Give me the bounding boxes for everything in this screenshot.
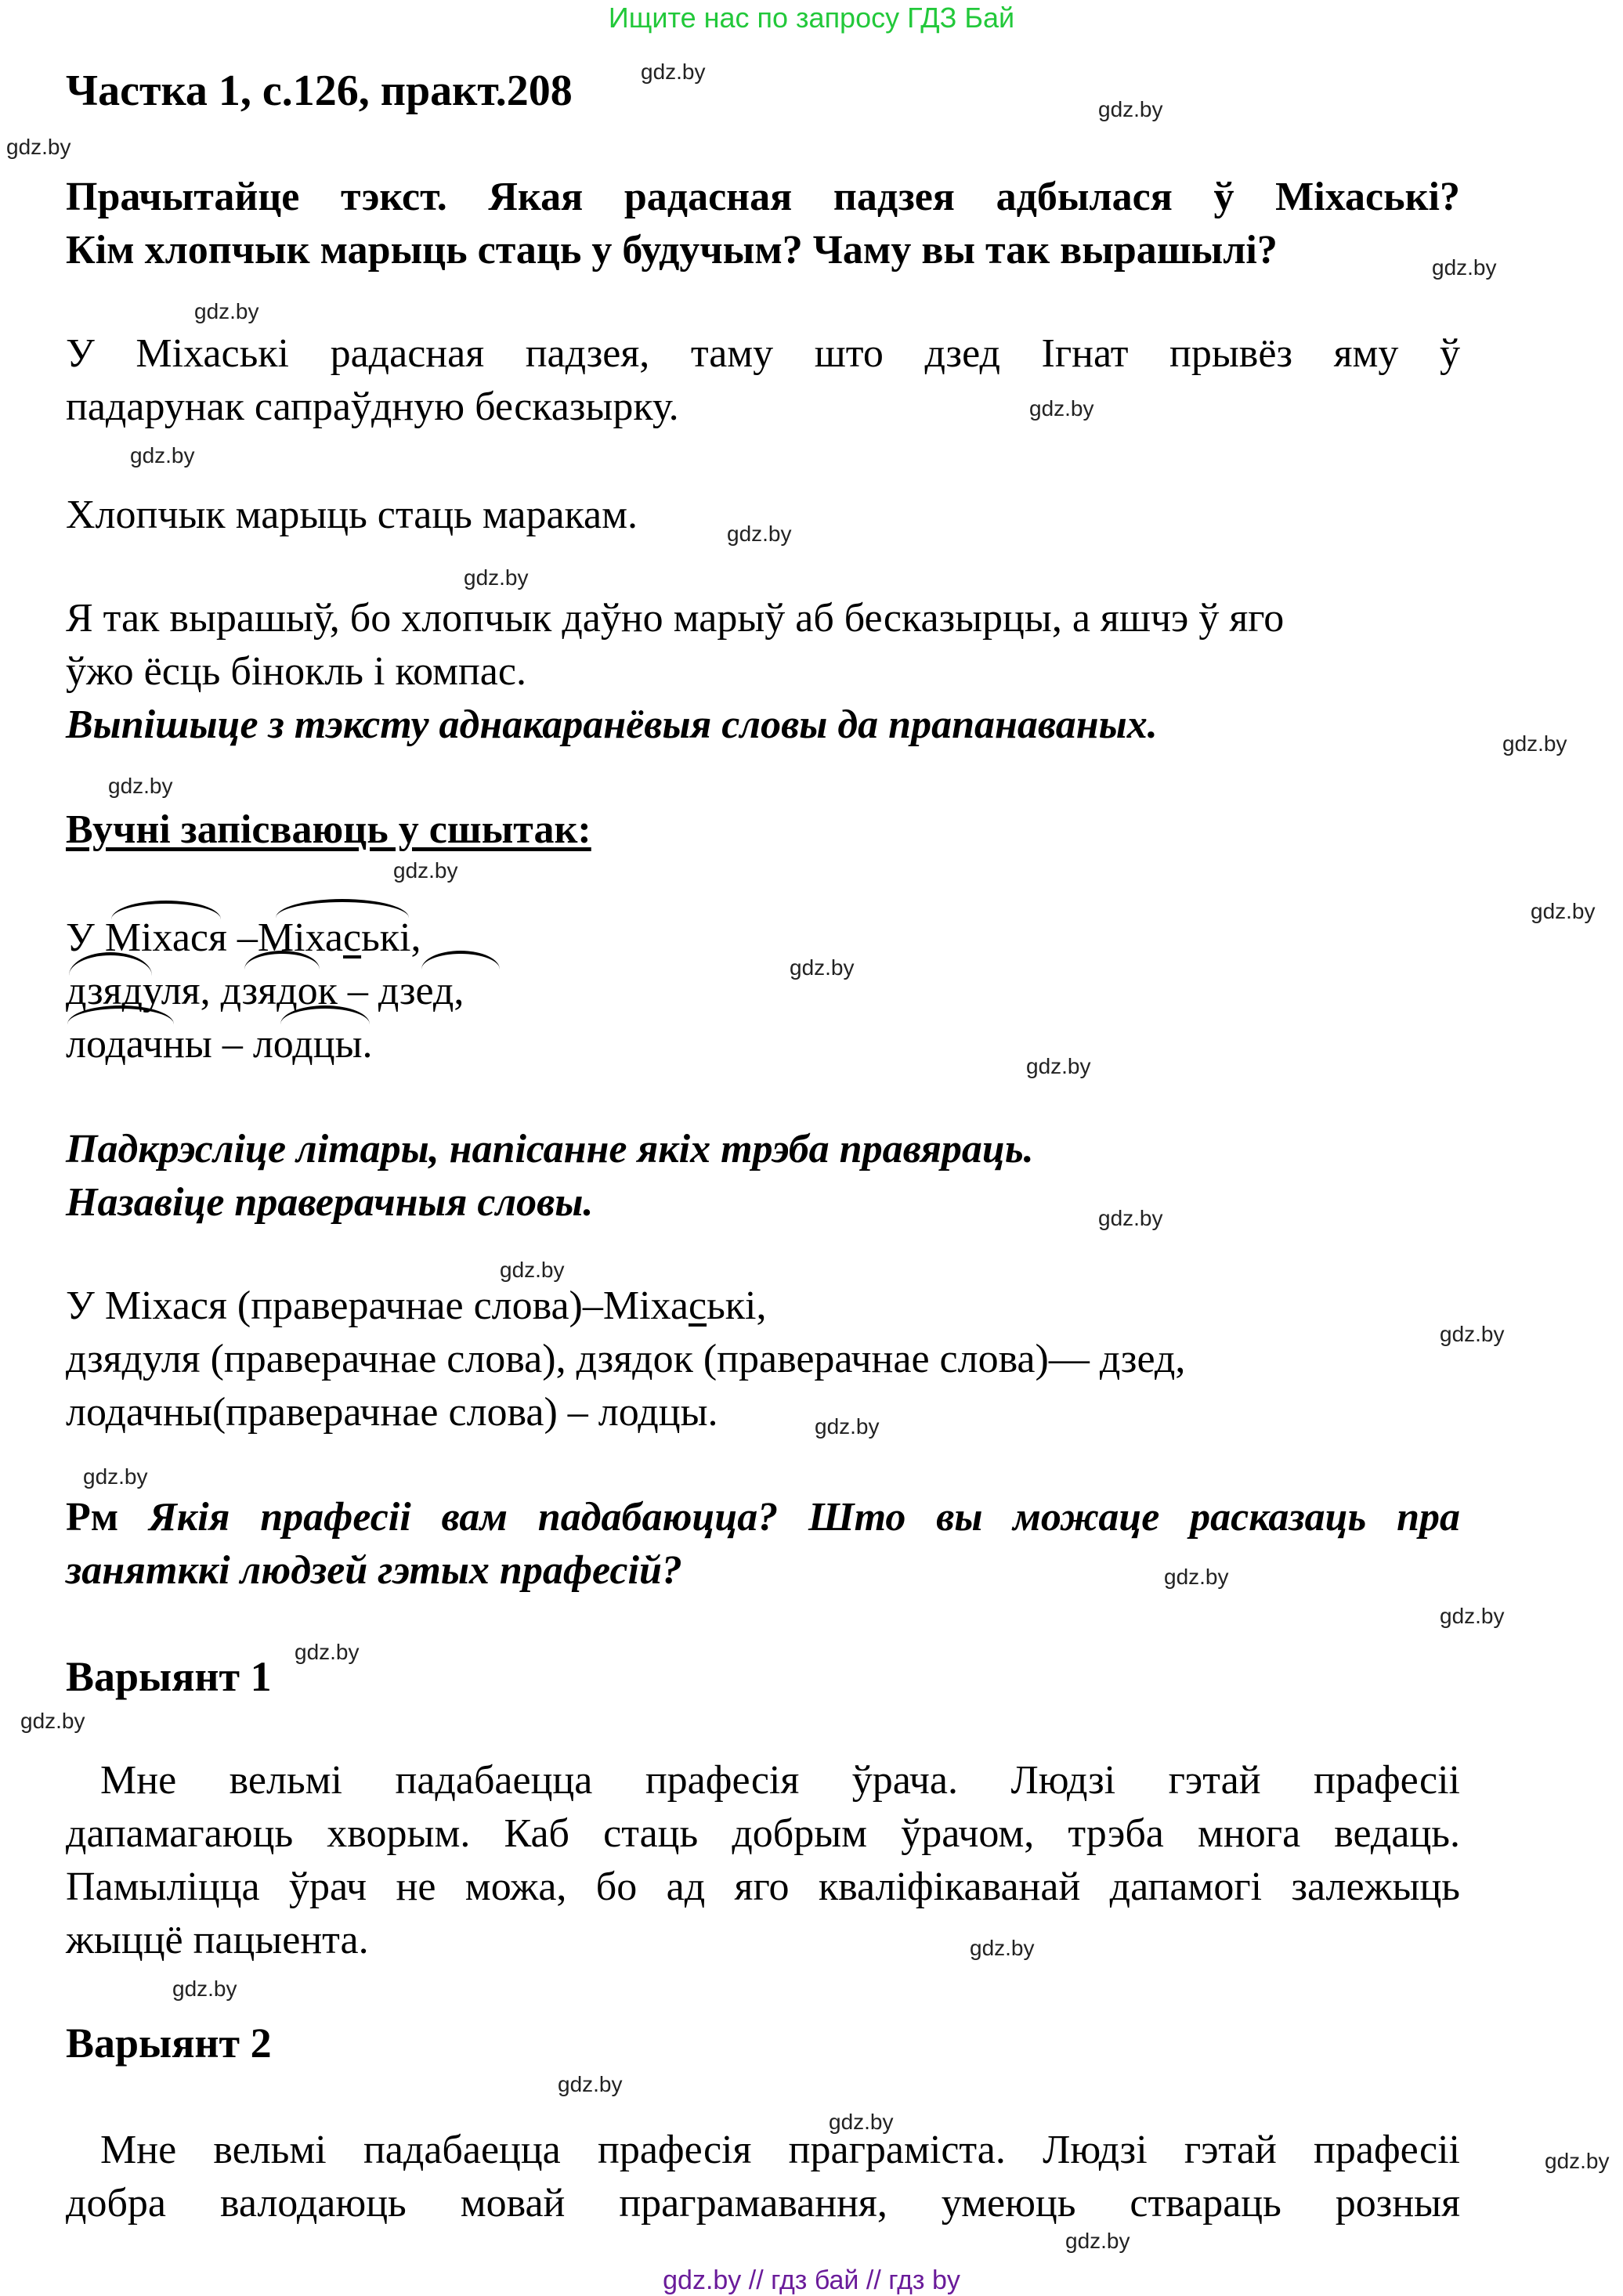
watermark: gdz.by — [1502, 731, 1567, 756]
underlined-letter: д — [292, 1022, 313, 1067]
task2: Выпішыце з тэксту аднакаранёвыя словы да прапанаваных. — [66, 702, 1158, 747]
check-words-line2: дзядуля (праверачнае слова), дзядок (праверачнае слова)— дзед, — [66, 1337, 1186, 1381]
footer-links[interactable]: gdz.by // гдз бай // гдз by — [663, 2265, 960, 2295]
watermark: gdz.by — [1098, 1206, 1163, 1230]
underlined-letter: д — [638, 1390, 659, 1435]
task1-line1: Прачытайце тэкст. Якая радасная падзея адбылася ў Міхаські? — [66, 175, 1460, 219]
students-write-heading: Вучні запісваюць у сшытак: — [66, 807, 591, 852]
task3-line1: Падкрэсліце літары, напісанне якіх трэба правяраць. — [66, 1127, 1034, 1171]
word-group-line1: У Міхася –Міхаські, — [66, 915, 421, 960]
variant1-line1: Мне вельмі падабаецца прафесія ўрача. Людзі гэтай прафесіі — [100, 1758, 1460, 1803]
watermark: gdz.by — [6, 135, 71, 159]
variant1-line4: жыццё пацыента. — [66, 1918, 369, 1962]
watermark: gdz.by — [1440, 1322, 1505, 1346]
watermark: gdz.by — [1545, 2149, 1610, 2173]
page-title: Частка 1, с.126, практ.208 — [66, 67, 573, 115]
watermark: gdz.by — [815, 1414, 880, 1439]
watermark: gdz.by — [83, 1464, 148, 1489]
watermark: gdz.by — [1065, 2229, 1130, 2253]
watermark: gdz.by — [500, 1258, 565, 1282]
watermark: gdz.by — [1098, 97, 1163, 121]
answer1-line1: У Міхаські радасная падзея, таму што дзед Ігнат прывёз яму ў — [66, 331, 1460, 376]
watermark: gdz.by — [970, 1936, 1035, 1960]
word-group-line3: лодачны – лодцы. — [66, 1022, 373, 1067]
task4-line1: Рм Якія прафесіі вам падабаюцца? Што вы можаце расказаць пра — [66, 1495, 1460, 1540]
watermark: gdz.by — [1440, 1604, 1505, 1628]
word-group-line2: дзядуля, дзядок – дзед, — [66, 969, 464, 1013]
watermark: gdz.by — [1531, 899, 1596, 923]
answer2: Хлопчык марыць стаць маракам. — [66, 493, 638, 537]
watermark: gdz.by — [1029, 396, 1094, 421]
task4-line2: занятккі людзей гэтых прафесій? — [66, 1548, 682, 1593]
watermark: gdz.by — [20, 1709, 85, 1733]
watermark: gdz.by — [464, 565, 529, 590]
watermark: gdz.by — [558, 2072, 623, 2096]
search-banner[interactable]: Ищите нас по запросу ГДЗ Бай — [608, 2, 1015, 34]
watermark: gdz.by — [790, 955, 855, 980]
underlined-letter: д — [432, 969, 454, 1013]
watermark: gdz.by — [108, 774, 173, 798]
variant2-line2: добра валодаюць мовай праграмавання, умеюць ствараць розныя — [66, 2181, 1460, 2226]
check-words-line3: лодачны(праверачнае слова) – лодцы. — [66, 1390, 718, 1435]
answer3-line2: ўжо ёсць бінокль і компас. — [66, 649, 526, 694]
watermark: gdz.by — [130, 443, 195, 468]
watermark: gdz.by — [194, 299, 259, 323]
task3-line2: Назавіце праверачныя словы. — [66, 1180, 594, 1225]
underlined-letter: д — [1154, 1337, 1176, 1381]
underlined-letter: с — [342, 915, 362, 960]
answer3-line1: Я так вырашыў, бо хлопчык даўно марыў аб бесказырцы, а яшчэ ў яго — [66, 596, 1285, 641]
watermark: gdz.by — [172, 1977, 237, 2001]
variant1-line2: дапамагаюць хворым. Каб стаць добрым ўрачом, трэба многа ведаць. — [66, 1811, 1460, 1856]
watermark: gdz.by — [641, 60, 706, 84]
watermark: gdz.by — [1164, 1565, 1229, 1589]
underlined-letter: с — [688, 1283, 707, 1328]
watermark: gdz.by — [295, 1640, 360, 1664]
watermark: gdz.by — [829, 2110, 894, 2134]
variant2-line1: Мне вельмі падабаецца прафесія праграміста. Людзі гэтай прафесіі — [100, 2128, 1460, 2172]
check-words-line1: У Міхася (праверачнае слова)–Міхаські, — [66, 1283, 767, 1328]
watermark: gdz.by — [1432, 255, 1497, 280]
watermark: gdz.by — [393, 858, 458, 883]
variant1-heading: Варыянт 1 — [66, 1653, 272, 1700]
variant1-line3: Памыліцца ўрач не можа, бо ад яго кваліфікаванай дапамогі залежыць — [66, 1865, 1460, 1909]
variant2-heading: Варыянт 2 — [66, 2020, 272, 2067]
answer1-line2: падарунак сапраўдную бесказырку. — [66, 384, 679, 429]
watermark: gdz.by — [727, 522, 792, 546]
task1-line2: Кім хлопчык марыць стаць у будучым? Чаму вы так вырашылі? — [66, 228, 1278, 273]
watermark: gdz.by — [1026, 1054, 1091, 1078]
